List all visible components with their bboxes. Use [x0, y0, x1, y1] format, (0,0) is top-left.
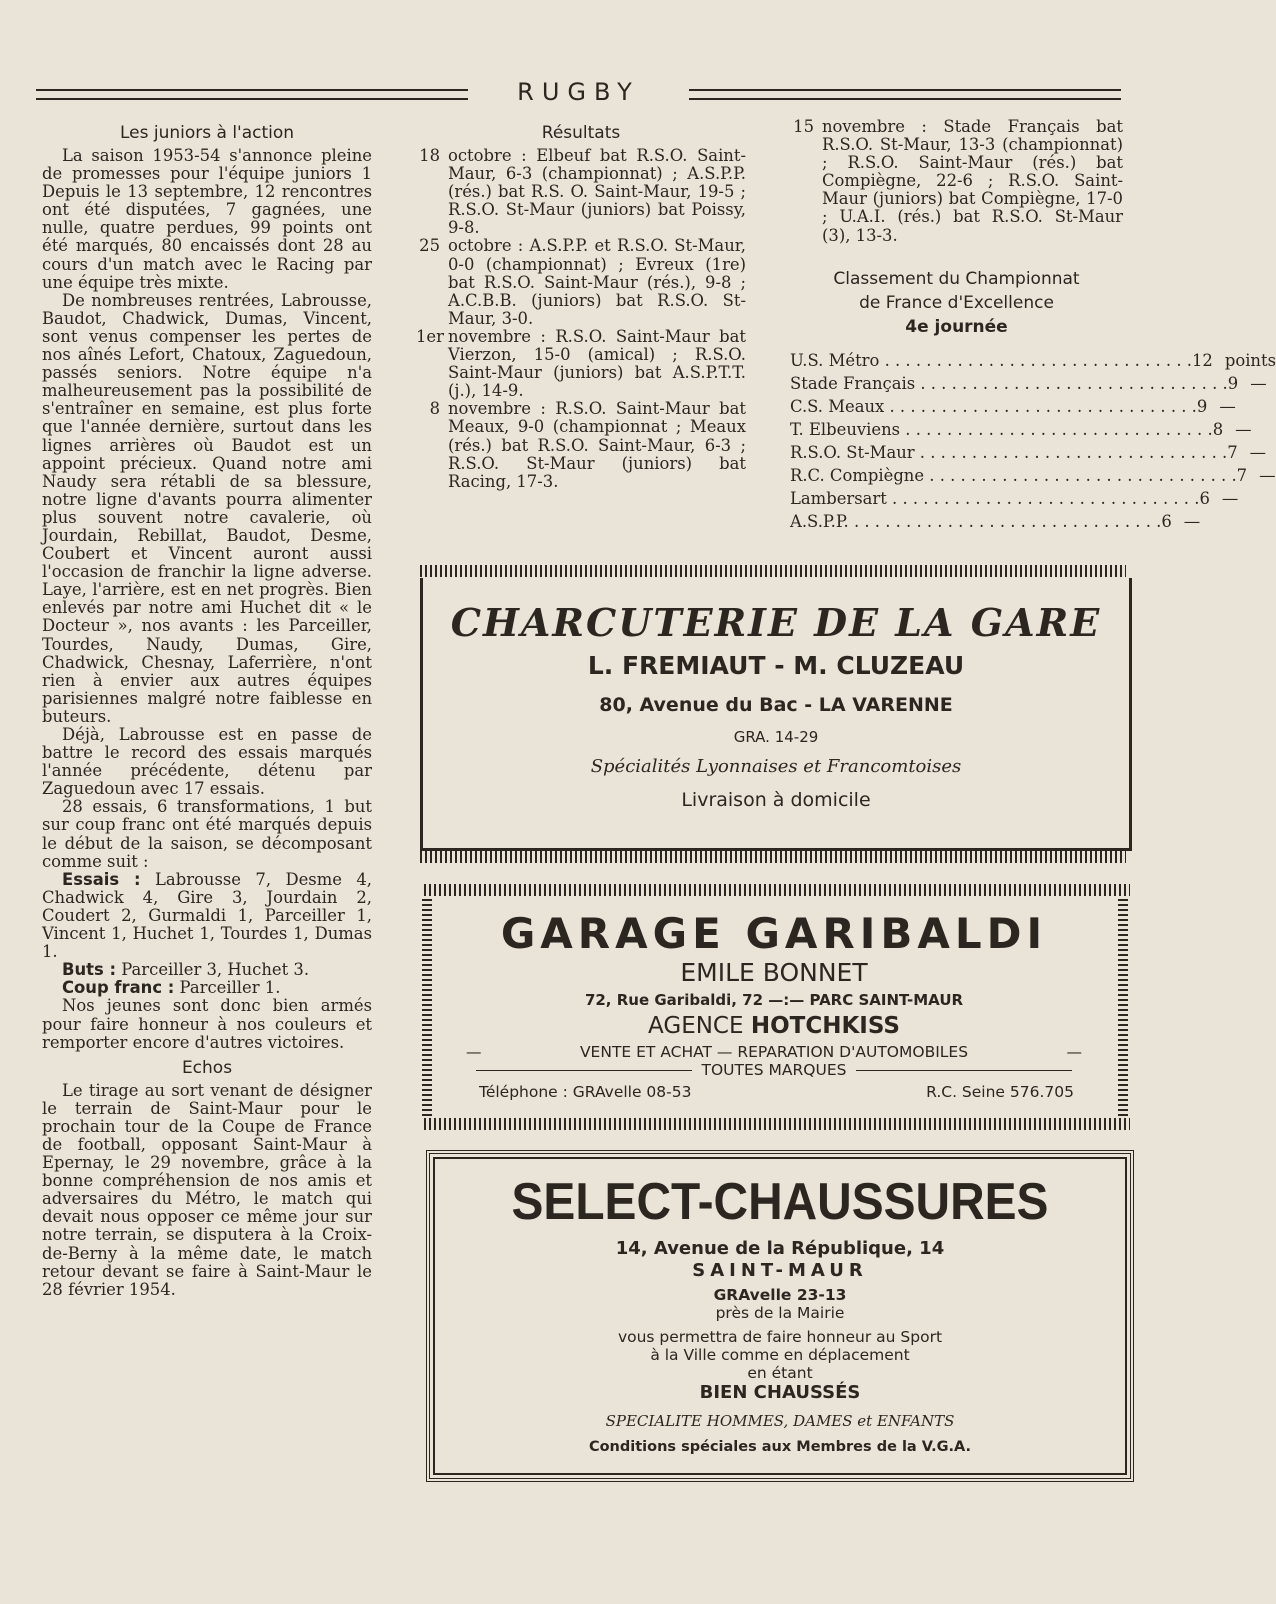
- result-day: 18: [419, 146, 440, 165]
- result-entry: [790, 118, 1123, 245]
- standings-team: A.S.P.P. . . . . . . . . . . . . . . . . . . . . . . . . . . . . . .: [790, 511, 1162, 531]
- ad-chaussures-line1: vous permettra de faire honneur au Sport: [617, 1328, 943, 1346]
- paragraph: La saison 1953-54 s'annonce pleine de promesses pour l'équipe juniors 1 Depuis le 13 septembre, 12 rencontres ont été disputées, 7 gagnées, une nulle, quatre perdues, 99 points ont été marqués, 80 encaissés dont 28 au cours d'un match avec le Racing par une équipe très mixte.: [42, 146, 372, 292]
- ad-chaussures-address: 14, Avenue de la République, 14: [615, 1238, 945, 1259]
- ad-garage-name: GARAGE GARIBALDI: [500, 909, 1048, 958]
- standings-unit: —: [1235, 419, 1252, 439]
- standings-unit: —: [1219, 396, 1236, 416]
- ad-chaussures-tel: GRAvelle 23-13: [713, 1286, 847, 1304]
- result-day: 15: [793, 117, 814, 136]
- ad-garage-address: 72, Rue Garibaldi, 72 —:— PARC SAINT-MAUR: [584, 991, 964, 1009]
- heading-echos: Echos: [181, 1057, 233, 1078]
- standings-points: 9: [1196, 396, 1208, 416]
- page-header: [36, 78, 1121, 108]
- result-text: octobre : Elbeuf bat R.S.O. Saint-Maur, 6-3 (championnat) ; A.S.P.P. (rés.) bat R.S. O. Saint-Maur, 19-5 ; R.S.O. St-Maur (juniors) bat Poissy, 9-8.: [448, 146, 746, 238]
- result-entry: [416, 237, 746, 327]
- standings-row: [790, 487, 1239, 510]
- standings-unit: —: [1259, 465, 1276, 485]
- standings-row: [790, 510, 1201, 533]
- ad-charcuterie-owners: L. FREMIAUT - M. CLUZEAU: [587, 651, 965, 680]
- column-classement: [790, 117, 1276, 533]
- column-resultats: [416, 123, 746, 491]
- buts-line: [42, 961, 372, 979]
- ad-chaussures-line2: à la Ville comme en déplacement: [650, 1346, 910, 1364]
- ad-garage-services: VENTE ET ACHAT — REPARATION D'AUTOMOBILES: [579, 1043, 969, 1061]
- standings-unit: —: [1249, 442, 1267, 462]
- result-day: 25: [419, 236, 440, 256]
- ad-garage-rc: R.C. Seine 576.705: [926, 1083, 1074, 1101]
- heading-resultats: Résultats: [541, 123, 621, 143]
- result-text: novembre : R.S.O. Saint-Maur bat Meaux, 9-0 (championnat ; Meaux (rés.) bat R.S.O. Saint-Maur, 6-3 ; R.S.O. St-Maur (juniors) bat Racing, 17-3.: [448, 399, 746, 491]
- ad-garage-footer: [434, 1079, 1114, 1101]
- ad-charcuterie-name: CHARCUTERIE DE LA GARE: [450, 600, 1102, 645]
- standings-unit: —: [1183, 511, 1201, 531]
- standings-team: Stade Français . . . . . . . . . . . . . . . . . . . . . . . . . . . . . .: [790, 373, 1228, 393]
- result-entry: [416, 400, 746, 490]
- result-entry: [416, 328, 746, 400]
- ad-chaussures-conditions: Conditions spéciales aux Membres de la V.G.A.: [588, 1439, 972, 1455]
- standings-row: [790, 418, 1252, 441]
- standings-points: 7: [1227, 442, 1238, 462]
- standings-row: [790, 441, 1267, 464]
- standings-team: R.S.O. St-Maur . . . . . . . . . . . . . . . . . . . . . . . . . . . . . .: [790, 442, 1228, 462]
- ad-garage-marques-line: [434, 1061, 1114, 1079]
- ad-charcuterie-delivery: Livraison à domicile: [681, 789, 871, 811]
- standings-team: U.S. Métro . . . . . . . . . . . . . . . . . . . . . . . . . . . . . .: [790, 350, 1192, 370]
- hatch-border-top: [420, 565, 1126, 577]
- hatch-border-bottom: [424, 1118, 1130, 1130]
- rule: [476, 1070, 692, 1071]
- buts-label: Buts :: [62, 960, 117, 980]
- hatch-border-bottom: [420, 851, 1126, 863]
- standings-points: 12: [1191, 350, 1213, 370]
- ad-chaussures-slogan: BIEN CHAUSSÉS: [699, 1382, 861, 1403]
- ad-chaussures-speciality: SPECIALITE HOMMES, DAMES et ENFANTS: [605, 1412, 955, 1430]
- standings-team: C.S. Meaux . . . . . . . . . . . . . . . . . . . . . . . . . . . . . .: [790, 396, 1197, 416]
- ad-chaussures-near: près de la Mairie: [715, 1304, 845, 1322]
- ad-chaussures-line3: en étant: [747, 1364, 813, 1382]
- standings-row: [790, 395, 1236, 418]
- result-text: octobre : A.S.P.P. et R.S.O. St-Maur, 0-0 (championnat) ; Evreux (1re) bat R.S.O. Saint-Maur (rés.), 9-8 ; A.C.B.B. (juniors) bat R.S.O. St-Maur, 3-0.: [448, 236, 746, 328]
- dash: —: [466, 1043, 482, 1061]
- hatch-border-right: [1118, 896, 1128, 1116]
- ad-charcuterie: [420, 578, 1132, 851]
- ad-garage-agency-brand: HOTCHKISS: [750, 1013, 900, 1039]
- ad-garage-marques: TOUTES MARQUES: [701, 1061, 847, 1079]
- ad-garage-services-line: [434, 1043, 1114, 1061]
- standings-unit: points: [1224, 350, 1276, 370]
- standings-points: 7: [1236, 465, 1248, 485]
- ad-garage-owner: EMILE BONNET: [680, 958, 868, 987]
- coup-franc-line: [42, 979, 372, 997]
- essais-line: [42, 871, 372, 961]
- standings-row: [790, 372, 1267, 395]
- classement-subtitle: de France d'Excellence: [859, 292, 1054, 313]
- paragraph: Le tirage au sort venant de désigner le terrain de Saint-Maur pour le prochain tour de la Coupe de France de football, opposant Saint-Maur à Epernay, le 29 novembre, grâce à la bonne compréhension de nos amis et adversaires du Métro, le match qui devait nous opposer ce même jour sur notre terrain, se disputera à la Croix-de-Berny à la même date, le match retour devant se faire à Saint-Maur le 28 février 1954.: [42, 1080, 372, 1299]
- standings-points: 9: [1227, 373, 1239, 393]
- standings-points: 8: [1212, 419, 1224, 439]
- standings-points: 6: [1199, 488, 1210, 508]
- ad-chaussures-name: SELECT-CHAUSSURES: [511, 1173, 1049, 1231]
- section-title: RUGBY: [517, 78, 640, 106]
- standings-team: R.C. Compiègne . . . . . . . . . . . . . . . . . . . . . . . . . . . . . .: [790, 465, 1237, 485]
- standings-team: Lambersart . . . . . . . . . . . . . . . . . . . . . . . . . . . . . .: [790, 488, 1200, 508]
- dash: —: [1066, 1043, 1082, 1061]
- ad-garage-telephone: Téléphone : GRAvelle 08-53: [479, 1083, 692, 1101]
- paragraph: De nombreuses rentrées, Labrousse, Baudot, Chadwick, Dumas, Vincent, sont venus compenser les pertes de nos aînés Lefort, Chatoux, Zaguedoun, passés seniors. Notre équipe n'a malheureusement pas la possibilité de s'entraîner en semaine, est plus forte que l'année dernière, surtout dans les lignes arrières où Baudot est un appoint précieux. Quand notre ami Naudy sera rétabli de sa blessure, notre ligne d'avants pourra alimenter plus souvent notre cavalerie, où Jourdain, Rebillat, Baudot, Desme, Coubert et Vincent auront aussi l'occasion de franchir la ligne adverse. Laye, l'arrière, est en net progrès. Bien enlevés par notre ami Huchet dit « le Docteur », nos avants : les Parceiller, Tourdes, Naudy, Dumas, Gire, Chadwick, Chesnay, Laferrière, n'ont rien à envier aux autres équipes parisiennes malgré notre faiblesse en buteurs.: [42, 290, 372, 726]
- classement-title: Classement du Championnat: [833, 268, 1080, 289]
- standings-table: [790, 349, 1276, 533]
- standings-unit: —: [1221, 488, 1239, 508]
- ad-chaussures: [426, 1150, 1134, 1482]
- paragraph: Déjà, Labrousse est en passe de battre le record des essais marqués l'année précédente, détenu par Zaguedoun avec 17 essais.: [42, 725, 372, 799]
- ad-chaussures-city: SAINT-MAUR: [692, 1260, 868, 1281]
- paragraph: Nos jeunes sont donc bien armés pour faire honneur à nos couleurs et remporter encore d'autres victoires.: [42, 996, 372, 1052]
- ad-garage: [434, 895, 1114, 1115]
- ad-charcuterie-tel: GRA. 14-29: [733, 728, 819, 746]
- ad-charcuterie-address: 80, Avenue du Bac - LA VARENNE: [599, 694, 953, 716]
- classement-heading: [790, 267, 1123, 339]
- ad-garage-agency: [434, 1013, 1114, 1039]
- standings-unit: —: [1250, 373, 1267, 393]
- standings-row: [790, 349, 1276, 372]
- header-rule-right: [689, 89, 1121, 100]
- ad-garage-agency-prefix: AGENCE: [648, 1013, 744, 1039]
- rule: [856, 1070, 1072, 1071]
- standings-row: [790, 464, 1276, 487]
- result-day: 8: [429, 399, 440, 419]
- standings-points: 6: [1161, 511, 1172, 531]
- hatch-border-left: [422, 896, 432, 1116]
- buts-text: Parceiller 3, Huchet 3.: [121, 960, 310, 980]
- paragraph: 28 essais, 6 transformations, 1 but sur coup franc ont été marqués depuis le début de la saison, se décomposant comme suit :: [42, 797, 372, 871]
- ad-charcuterie-specialties: Spécialités Lyonnaises et Francomtoises: [590, 756, 962, 777]
- essais-text: Labrousse 7, Desme 4, Chadwick 4, Gire 3, Jourdain 2, Coudert 2, Gurmaldi 1, Parceiller 1, Vincent 1, Huchet 1, Tourdes 1, Dumas 1.: [42, 869, 372, 962]
- classement-journee: 4e journée: [905, 316, 1008, 337]
- result-text: novembre : Stade Français bat R.S.O. St-Maur, 13-3 (championnat) ; R.S.O. Saint-Maur (rés.) bat Compiègne, 22-6 ; R.S.O. Saint-Maur (juniors) bat Compiègne, 17-0 ; U.A.I. (rés.) bat R.S.O. St-Maur (3), 13-3.: [822, 117, 1123, 245]
- heading-juniors: Les juniors à l'action: [119, 123, 295, 143]
- coup-franc-text: Parceiller 1.: [179, 978, 281, 998]
- column-juniors: [42, 123, 372, 1299]
- coup-franc-label: Coup franc :: [62, 978, 175, 998]
- result-entry: [416, 147, 746, 237]
- essais-label: Essais :: [62, 869, 141, 889]
- result-day: 1er: [416, 326, 444, 346]
- standings-team: T. Elbeuviens . . . . . . . . . . . . . . . . . . . . . . . . . . . . . .: [790, 419, 1213, 439]
- result-text: novembre : R.S.O. Saint-Maur bat Vierzon, 15-0 (amical) ; R.S.O. Saint-Maur (juniors) bat A.S.P.T.T. (j.), 14-9.: [448, 326, 746, 401]
